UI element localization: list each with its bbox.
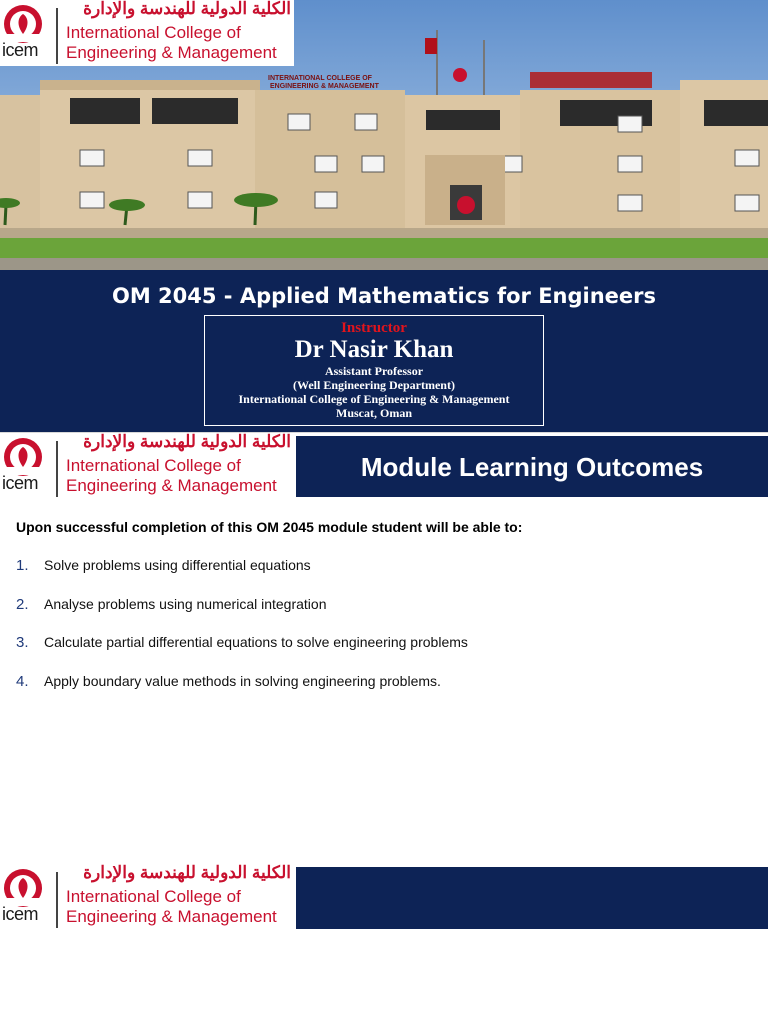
next-slide bbox=[0, 864, 768, 1024]
instructor-name: Dr Nasir Khan bbox=[294, 336, 454, 363]
college-emblem-icon bbox=[1, 868, 47, 908]
logo-icem-text: icem bbox=[2, 40, 39, 60]
outcome-item bbox=[16, 634, 468, 651]
logo-arabic-name: الكلية الدولية للهندسة والإدارة bbox=[83, 863, 291, 882]
logo-icem-text: icem bbox=[2, 473, 39, 493]
outcome-text: Solve problems using differential equations bbox=[44, 557, 311, 573]
college-emblem-icon bbox=[1, 4, 47, 44]
logo-name-line2: Engineering & Management bbox=[66, 43, 277, 62]
logo-name-line2: Engineering & Management bbox=[66, 907, 277, 926]
instructor-department: (Well Engineering Department) bbox=[293, 378, 455, 392]
slide-title: Module Learning Outcomes bbox=[360, 452, 704, 482]
instructor-position: Assistant Professor bbox=[324, 364, 424, 378]
college-logo bbox=[0, 0, 294, 66]
logo-icem-text: icem bbox=[2, 904, 39, 924]
building-sign-line1: INTERNATIONAL COLLEGE OF bbox=[268, 75, 372, 82]
building-sign-line2: ENGINEERING & MANAGEMENT bbox=[270, 83, 379, 90]
logo-name-line1: International College of bbox=[66, 887, 241, 906]
outcome-number: 3. bbox=[16, 634, 29, 651]
outcome-text: Calculate partial differential equations to solve engineering problems bbox=[44, 634, 468, 650]
logo-arabic-name: الكلية الدولية للهندسة والإدارة bbox=[83, 432, 291, 451]
slide-header-bar bbox=[296, 867, 768, 929]
instructor-location: Muscat, Oman bbox=[336, 406, 412, 420]
cover-slide bbox=[0, 0, 768, 432]
college-emblem-icon bbox=[1, 437, 47, 477]
outcome-text: Analyse problems using numerical integration bbox=[44, 596, 327, 612]
logo-name-line1: International College of bbox=[66, 23, 241, 42]
logo-divider bbox=[56, 872, 58, 928]
outcome-text: Apply boundary value methods in solving engineering problems. bbox=[44, 673, 441, 689]
outcome-item bbox=[16, 673, 441, 690]
instructor-label: Instructor bbox=[341, 320, 407, 336]
outcome-item bbox=[16, 596, 326, 613]
course-title: OM 2045 - Applied Mathematics for Engineers bbox=[111, 284, 657, 308]
instructor-box bbox=[204, 315, 544, 426]
college-logo bbox=[0, 864, 294, 930]
logo-arabic-name: الكلية الدولية للهندسة والإدارة bbox=[83, 0, 291, 18]
outcome-number: 4. bbox=[16, 673, 29, 690]
logo-name-line2: Engineering & Management bbox=[66, 476, 277, 495]
logo-name-line1: International College of bbox=[66, 456, 241, 475]
instructor-institution: International College of Engineering & Management bbox=[238, 392, 510, 406]
outcome-number: 1. bbox=[16, 557, 29, 574]
outcome-item bbox=[16, 557, 311, 574]
outcomes-intro: Upon successful completion of this OM 2045 module student will be able to: bbox=[16, 519, 523, 535]
logo-divider bbox=[56, 8, 58, 64]
outcome-number: 2. bbox=[16, 596, 29, 613]
logo-divider bbox=[56, 441, 58, 497]
learning-outcomes-slide bbox=[0, 432, 768, 864]
college-logo bbox=[0, 433, 294, 499]
